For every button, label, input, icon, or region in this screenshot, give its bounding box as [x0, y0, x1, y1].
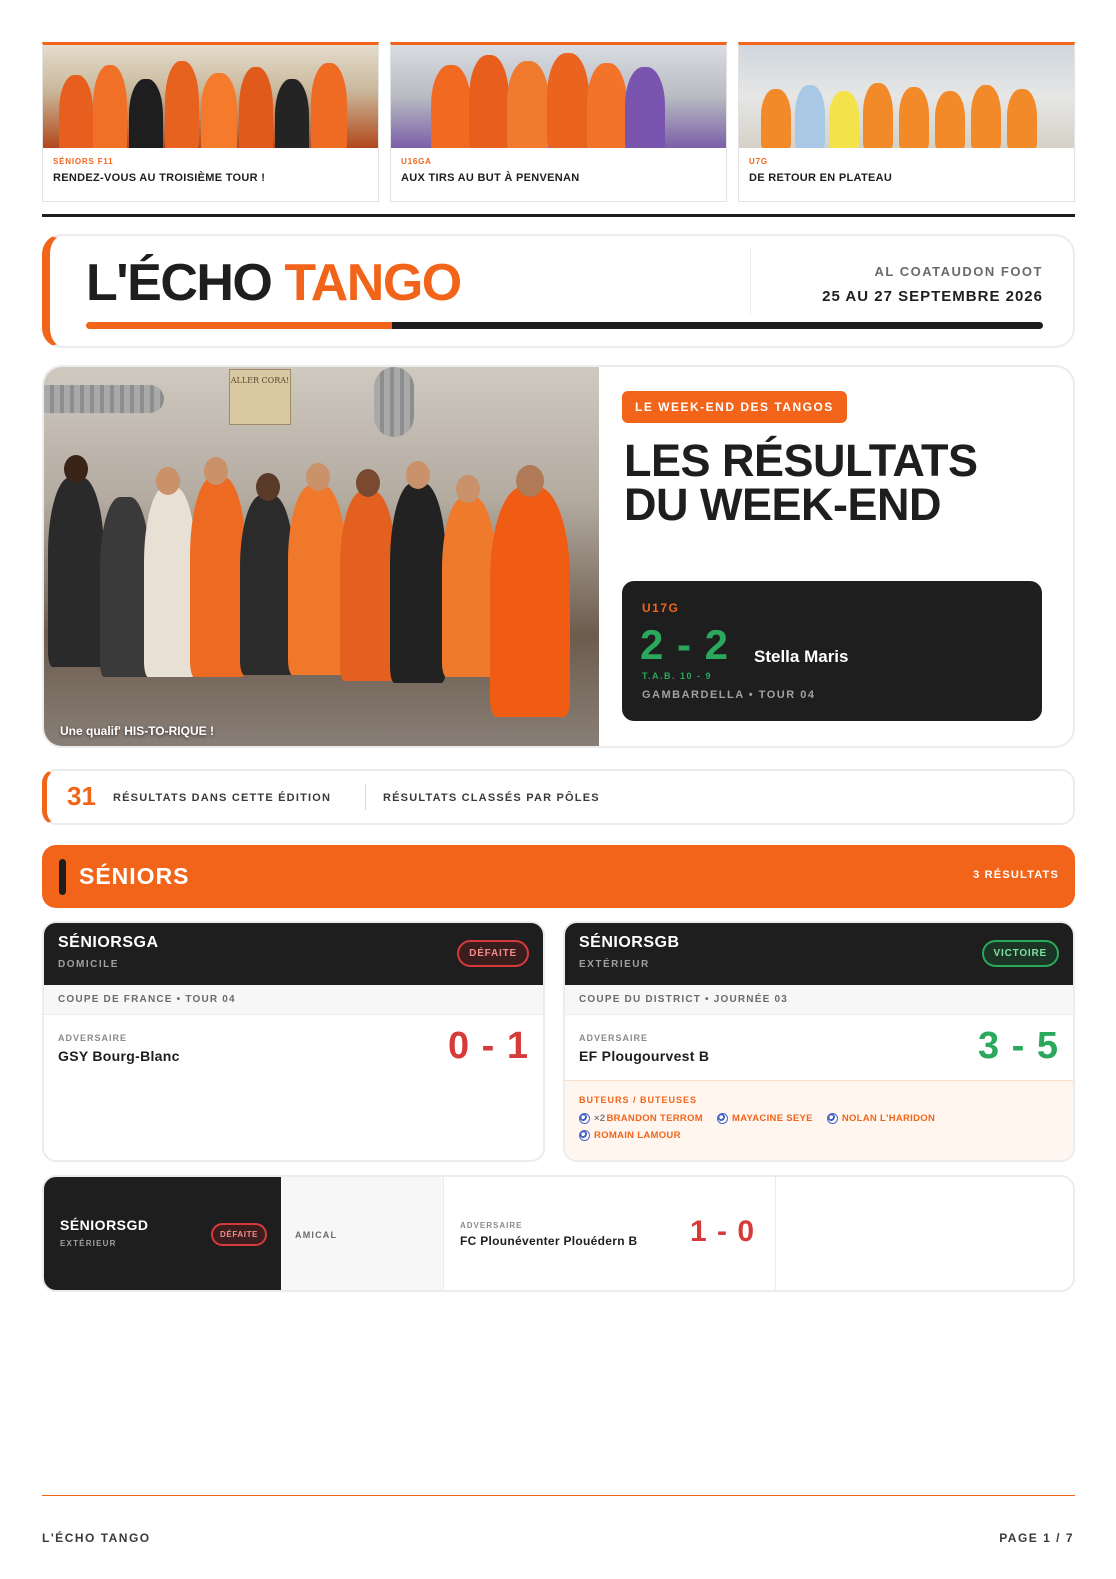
section-marker [59, 859, 66, 895]
venue: EXTÉRIEUR [579, 959, 650, 970]
news-title: RENDEZ-VOUS AU TROISIÈME TOUR ! [53, 172, 266, 184]
goal-multiplier: ×2 [594, 1113, 606, 1124]
competition-cell [281, 1177, 444, 1290]
news-category: SÉNIORS F11 [53, 157, 114, 166]
news-photo [43, 45, 378, 148]
masthead-bar [86, 322, 1043, 329]
hero-caption: Une qualif' HIS-TO-RIQUE ! [60, 724, 214, 738]
match-header [565, 923, 1073, 985]
news-strip [42, 42, 1075, 202]
result-badge: DÉFAITE [211, 1223, 267, 1246]
match-header [44, 923, 543, 985]
scorer-name: MAYACINE SEYE [732, 1113, 813, 1124]
section-title: SÉNIORS [79, 863, 190, 889]
hero-tag: LE WEEK-END DES TANGOS [622, 391, 847, 423]
divider [750, 248, 751, 314]
opponent-label: ADVERSAIRE [460, 1221, 523, 1230]
result-badge: VICTOIRE [982, 940, 1059, 967]
featured-penalties: T.A.B. 10 - 9 [642, 671, 713, 681]
footer-rule [42, 1495, 1075, 1496]
club-name: AL COATAUDON FOOT [874, 264, 1043, 279]
featured-score-card [622, 581, 1042, 721]
news-category: U16GA [401, 157, 432, 166]
news-photo [739, 45, 1074, 148]
match-card[interactable] [563, 921, 1075, 1162]
stats-bar [42, 769, 1075, 825]
news-card[interactable] [390, 42, 727, 202]
hero-photo [44, 367, 599, 748]
scorer-name: NOLAN L'HARIDON [841, 1113, 936, 1124]
match-card[interactable] [42, 921, 545, 1162]
result-badge: DÉFAITE [457, 940, 529, 967]
team-sign: ALLER CORA! [229, 369, 291, 425]
hero [42, 365, 1075, 748]
results-count-label: RÉSULTATS DANS CETTE ÉDITION [113, 792, 332, 804]
section-count: 3 RÉSULTATS [973, 869, 1059, 881]
masthead [42, 234, 1075, 348]
venue: EXTÉRIEUR [60, 1239, 117, 1248]
news-card[interactable] [738, 42, 1075, 202]
team-name: SÉNIORSGA [58, 934, 159, 951]
competition: AMICAL [295, 1230, 338, 1240]
scorers-label: BUTEURS / BUTEUSES [579, 1095, 698, 1105]
sort-label: RÉSULTATS CLASSÉS PAR PÔLES [383, 792, 600, 804]
match-score: 3 - 5 [977, 1025, 1059, 1067]
scorer [717, 1113, 813, 1124]
match-header [44, 1177, 281, 1290]
title-part-accent: TANGO [284, 254, 461, 312]
title-part-dark: L'ÉCHO [86, 254, 285, 312]
football-icon [579, 1130, 590, 1141]
featured-score: 2 - 2 [640, 621, 730, 668]
divider [42, 214, 1075, 217]
match-score: 0 - 1 [447, 1025, 529, 1067]
team-name: SÉNIORSGB [579, 934, 680, 951]
match-score: 1 - 0 [690, 1215, 756, 1248]
page-number: PAGE 1 / 7 [999, 1531, 1074, 1545]
news-title: AUX TIRS AU BUT À PENVENAN [401, 172, 580, 184]
edition-dates: 25 AU 27 SEPTEMBRE 2026 [822, 288, 1043, 305]
news-card[interactable] [42, 42, 379, 202]
competition: COUPE DE FRANCE • TOUR 04 [44, 985, 543, 1015]
results-count: 31 [67, 781, 96, 811]
section-banner [42, 845, 1075, 908]
hero-title: LES RÉSULTATS DU WEEK-END [624, 435, 978, 530]
news-title: DE RETOUR EN PLATEAU [749, 172, 893, 184]
opponent-label: ADVERSAIRE [58, 1033, 128, 1043]
scorer-name: ROMAIN LAMOUR [594, 1130, 681, 1141]
featured-opponent: Stella Maris [754, 647, 849, 666]
scorer-name: BRANDON TERROM [606, 1113, 703, 1124]
opponent-label: ADVERSAIRE [579, 1033, 649, 1043]
scorer [827, 1113, 935, 1124]
football-icon [827, 1113, 838, 1124]
scorer [579, 1113, 703, 1124]
news-category: U7G [749, 157, 768, 166]
opponent-name: EF Plougourvest B [579, 1048, 710, 1064]
publication-title [86, 254, 461, 312]
venue: DOMICILE [58, 959, 119, 970]
news-photo [391, 45, 726, 148]
match-card-compact[interactable] [42, 1175, 1075, 1292]
opponent-name: FC Plounéventer Plouédern B [460, 1234, 638, 1248]
divider [365, 784, 366, 810]
team-name: SÉNIORSGD [60, 1217, 149, 1233]
featured-team: U17G [642, 601, 680, 615]
competition: COUPE DU DISTRICT • JOURNÉE 03 [565, 985, 1073, 1015]
football-icon [579, 1113, 590, 1124]
opponent-name: GSY Bourg-Blanc [58, 1048, 180, 1064]
scorers-list [579, 1113, 999, 1141]
football-icon [717, 1113, 728, 1124]
scorer [579, 1130, 999, 1141]
scorers-panel [565, 1080, 1073, 1160]
footer-title: L'ÉCHO TANGO [42, 1531, 151, 1545]
featured-competition: GAMBARDELLA • TOUR 04 [642, 689, 816, 701]
divider [775, 1177, 776, 1290]
